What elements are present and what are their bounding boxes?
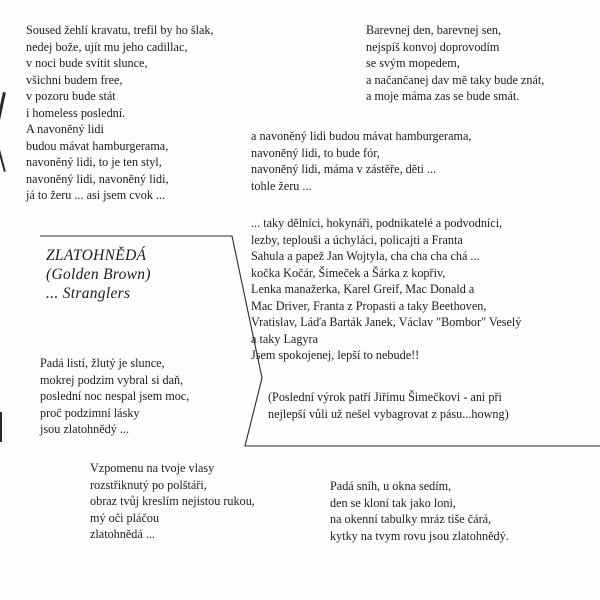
- verse-bottom-left-line: obraz tvůj kreslím nejistou rukou,: [90, 494, 255, 508]
- verse-top-left-line: navoněný lidi, to je ten styl,: [26, 155, 162, 169]
- list-right-line: Sahula a papež Jan Wojtyla, cha cha cha chá ...: [251, 249, 480, 263]
- verse-top-right-line: a načančanej dav mě taky bude znát,: [366, 72, 545, 87]
- verse-bottom-left-line: Vzpomenu na tvoje vlasy: [90, 461, 215, 475]
- note-right-line: (Poslední výrok patří Jiřímu Šimečkovi - ani při: [268, 390, 502, 404]
- verse-top-right-line: se svým mopedem,: [366, 56, 460, 70]
- verse-bottom-right-line: na okenní tabulky mráz tiše čárá,: [330, 512, 492, 526]
- verse-top-right: [366, 22, 544, 105]
- chorus-right-line: a navoněný lidi budou mávat hamburgerama,: [251, 129, 472, 143]
- list-right-line: lezby, teplouši a úchyláci, policajti a Franta: [251, 232, 463, 247]
- verse-top-right-line: a moje máma zas se bude smát.: [366, 89, 520, 103]
- chorus-right-line: navoněný lidi, máma v zástěře, děti ...: [251, 162, 437, 176]
- list-right-line: Jsem spokojenej, lepší to nebude!!: [251, 348, 420, 362]
- verse-top-left-line: A navoněný lidi: [26, 122, 104, 136]
- verse-bottom-right-line: Padá sníh, u okna sedím,: [330, 479, 452, 493]
- verse-bottom-right-line: den se kloní tak jako loni,: [330, 495, 456, 510]
- verse-bottom-right-line: kytky na tvym rovu jsou zlatohnědý.: [330, 528, 509, 543]
- verse-top-left-line: nedej bože, ujít mu jeho cadillac,: [26, 39, 188, 54]
- scan-edge-mark-bottom: [0, 412, 2, 442]
- list-right: [251, 215, 521, 364]
- chorus-right: [251, 128, 471, 194]
- verse-bottom-right: [330, 478, 509, 544]
- verse-top-left-line: budou mávat hamburgerama,: [26, 138, 169, 153]
- verse-bottom-left-line: zlatohnědá ...: [90, 527, 155, 541]
- song-title-line: ... Stranglers: [46, 285, 131, 302]
- verse-mid-left: [40, 355, 189, 438]
- note-right-line: nejlepší vůli už nešel vybagrovat z pásu...howng): [268, 406, 509, 421]
- verse-mid-left-line: poslední noc nespal jsem moc,: [40, 389, 190, 403]
- verse-mid-left-line: jsou zlatohnědý ...: [40, 422, 130, 436]
- verse-mid-left-line: proč podzimní lásky: [40, 405, 140, 420]
- verse-top-left-line: navoněný lidi, navoněný lidi,: [26, 171, 169, 186]
- verse-top-right-line: Barevnej den, barevnej sen,: [366, 23, 502, 37]
- list-right-line: Vratislav, Láďa Barták Janek, Václav "Bombor" Veselý: [251, 315, 522, 329]
- verse-top-left-line: všichni budem free,: [26, 72, 123, 87]
- verse-mid-left-line: Padá listí, žlutý je slunce,: [40, 356, 165, 370]
- verse-bottom-left-line: rozstřiknutý po polštáři,: [90, 477, 207, 492]
- verse-top-left: [26, 22, 214, 204]
- chorus-right-line: tohle žeru ...: [251, 178, 312, 193]
- verse-mid-left-line: mokrej podzim vybral si daň,: [40, 372, 184, 387]
- song-title: [46, 246, 151, 303]
- chorus-right-line: navoněný lidi, to bude fór,: [251, 145, 380, 160]
- list-right-line: ... taky dělníci, hokynáři, podnikatelé a podvodníci,: [251, 216, 503, 230]
- list-right-line: Mac Driver, Franta z Propasti a taky Beethoven,: [251, 298, 487, 313]
- verse-top-left-line: v noci bude svítit slunce,: [26, 56, 148, 70]
- list-right-line: Lenka manažerka, Karel Greif, Mac Donald a: [251, 282, 475, 296]
- verse-top-left-line: Soused žehlí kravatu, trefil by ho šlak,: [26, 23, 214, 37]
- verse-top-left-line: i homeless poslední.: [26, 105, 126, 120]
- verse-bottom-left: [90, 460, 255, 543]
- verse-top-left-line: já to žeru ... asi jsem cvok ...: [26, 188, 166, 202]
- verse-bottom-left-line: mý oči pláčou: [90, 510, 160, 525]
- song-title-line: (Golden Brown): [46, 266, 151, 283]
- verse-top-right-line: nejspíš konvoj doprovodím: [366, 39, 500, 54]
- list-right-line: a taky Lagyra: [251, 331, 318, 346]
- list-right-line: kočka Kočár, Šimeček a Šárka z kopřiv,: [251, 265, 446, 280]
- note-right: [268, 389, 509, 422]
- song-title-line: ZLATOHNĚDÁ: [46, 247, 147, 264]
- verse-top-left-line: v pozoru bude stát: [26, 89, 116, 103]
